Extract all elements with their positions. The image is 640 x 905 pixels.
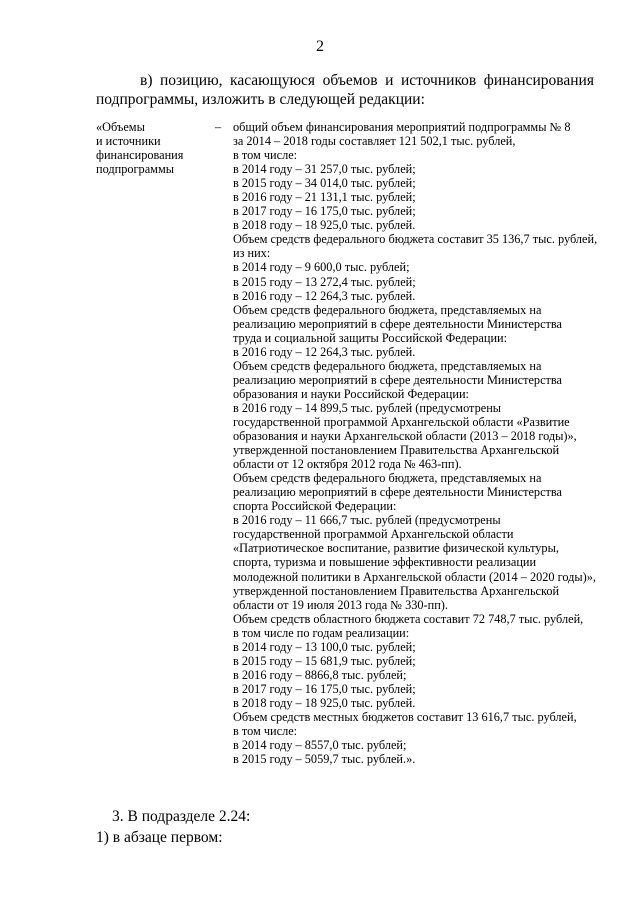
table-right-line: в том числе: xyxy=(233,148,298,163)
table-right-line: за 2014 – 2018 годы составляет 121 502,1 тыс. рублей, xyxy=(233,134,516,149)
table-right-line: области от 12 октября 2012 года № 463-пп). xyxy=(233,457,462,472)
table-right-line: в 2018 году – 18 925,0 тыс. рублей. xyxy=(233,695,416,710)
table-right-line: Объем средств областного бюджета составит 72 748,7 тыс. рублей, xyxy=(233,611,584,626)
intro-line: подпрограммы, изложить в следующей редакции: xyxy=(96,91,425,108)
section-subitem: 1) в абзаце первом: xyxy=(96,829,223,846)
table-right-line: Объем средств федерального бюджета, представляемых на xyxy=(233,358,542,373)
table-right-line: в том числе: xyxy=(233,724,298,739)
table-right-line: в 2018 году – 18 925,0 тыс. рублей. xyxy=(233,218,416,233)
table-right-line: образования и науки Архангельской области (2013 – 2018 годы)», xyxy=(233,429,577,444)
intro-line: в) позицию, касающуюся объемов и источников финансирования xyxy=(140,72,594,89)
table-right-line: в 2017 году – 16 175,0 тыс. рублей; xyxy=(233,681,416,696)
table-left-line: «Объемы xyxy=(96,120,145,134)
table-right-line: в 2015 году – 13 272,4 тыс. рублей; xyxy=(233,274,416,289)
table-right-line: Объем средств федерального бюджета, представляемых на xyxy=(233,471,542,486)
table-right-cell xyxy=(233,120,605,766)
footer-text xyxy=(96,806,596,848)
table-right-line: утвержденной постановлением Правительства Архангельской xyxy=(233,583,560,598)
table-right-line: «Патриотическое воспитание, развитие физической культуры, xyxy=(233,541,559,556)
table-right-line: в 2014 году – 8557,0 тыс. рублей; xyxy=(233,738,407,753)
table-right-line: спорта, туризма и повышение эффективности реализации xyxy=(233,555,537,570)
table-left-line: и источники xyxy=(96,134,161,149)
table-right-line: общий объем финансирования мероприятий подпрограммы № 8 xyxy=(233,120,571,134)
intro-paragraph xyxy=(96,71,594,109)
table-right-line: реализацию мероприятий в сфере деятельности Министерства xyxy=(233,316,563,331)
table-right-line: в 2016 году – 11 666,7 тыс. рублей (предусмотрены xyxy=(233,513,501,528)
table-dash: – xyxy=(215,120,222,134)
table-right-line: утвержденной постановлением Правительства Архангельской xyxy=(233,443,560,458)
table-right-line: Объем средств федерального бюджета составит 35 136,7 тыс. рублей, xyxy=(233,232,598,247)
table-right-line: в том числе по годам реализации: xyxy=(233,625,410,640)
table-right-line: в 2016 году – 12 264,3 тыс. рублей. xyxy=(233,288,416,303)
table-right-line: области от 19 июля 2013 года № 330-пп). xyxy=(233,597,448,612)
table-right-line: в 2014 году – 13 100,0 тыс. рублей; xyxy=(233,639,416,654)
table-right-line: молодежной политики в Архангельской области (2014 – 2020 годы)», xyxy=(233,569,596,584)
table-right-line: в 2016 году – 21 131,1 тыс. рублей; xyxy=(233,190,416,205)
table-left-line: подпрограммы xyxy=(96,162,174,177)
table-right-line: государственной программой Архангельской области xyxy=(233,527,514,542)
table-right-line: в 2014 году – 31 257,0 тыс. рублей; xyxy=(233,162,416,177)
table-right-line: Объем средств местных бюджетов составит 13 616,7 тыс. рублей, xyxy=(233,709,577,724)
table-right-line: в 2015 году – 34 014,0 тыс. рублей; xyxy=(233,176,416,191)
page-number: 2 xyxy=(316,38,324,55)
table-right-line: в 2015 году – 5059,7 тыс. рублей.». xyxy=(233,752,416,767)
table-right-line: спорта Российской Федерации: xyxy=(233,499,397,514)
table-left-cell xyxy=(96,120,216,176)
table-right-line: труда и социальной защиты Российской Федерации: xyxy=(233,330,508,345)
table-right-line: Объем средств федерального бюджета, представляемых на xyxy=(233,302,542,317)
table-right-line: в 2016 году – 14 899,5 тыс. рублей (предусмотрены xyxy=(233,400,502,415)
table-right-line: реализацию мероприятий в сфере деятельности Министерства xyxy=(233,485,563,500)
table-right-line: в 2017 году – 16 175,0 тыс. рублей; xyxy=(233,204,416,219)
table-right-line: реализацию мероприятий в сфере деятельности Министерства xyxy=(233,372,563,387)
table-right-line: в 2014 году – 9 600,0 тыс. рублей; xyxy=(233,260,410,275)
table-right-line: в 2015 году – 15 681,9 тыс. рублей; xyxy=(233,653,416,668)
section-item: 3. В подразделе 2.24: xyxy=(112,808,251,825)
table-left-line: финансирования xyxy=(96,148,184,163)
table-right-line: государственной программой Архангельской области «Развитие xyxy=(233,414,570,429)
table-right-line: образования и науки Российской Федерации: xyxy=(233,386,469,401)
table-right-line: из них: xyxy=(233,246,271,261)
table-right-line: в 2016 году – 8866,8 тыс. рублей; xyxy=(233,667,407,682)
table-right-line: в 2016 году – 12 264,3 тыс. рублей. xyxy=(233,344,416,359)
